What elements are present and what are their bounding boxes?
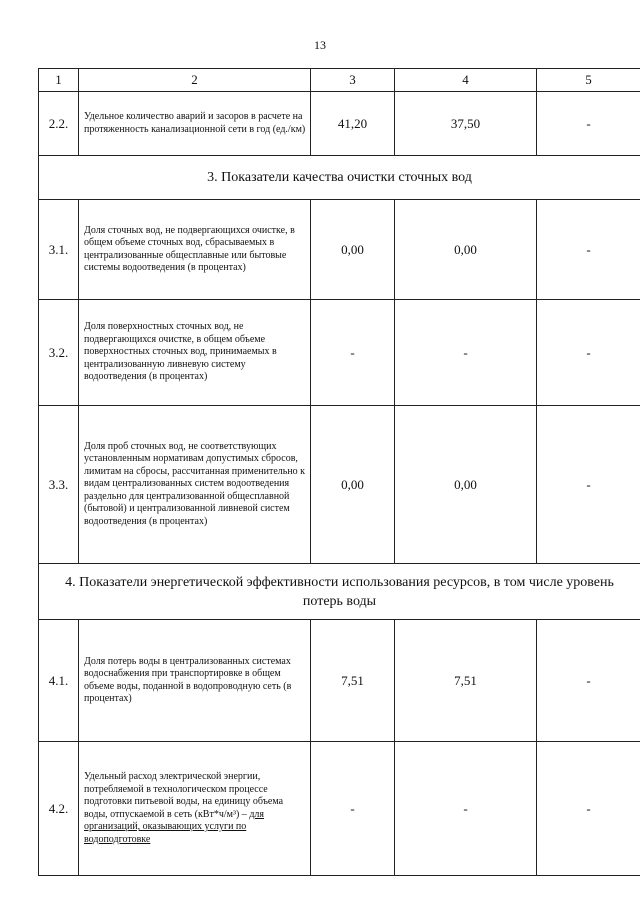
row-description: Доля проб сточных вод, не соответствующих установленным нормативам допустимых сбросов, лимитам на сбросы, рассчитанная применительно к видам централизованных систем водоотведения раздельно для централизованной общесплавной (бытовой) и централизованной ливневой систем водоотведения (в процентах) <box>79 406 311 564</box>
column-header: 3 <box>311 69 395 92</box>
section-row <box>39 156 640 200</box>
indicators-table <box>38 68 640 876</box>
page-number: 13 <box>314 38 326 52</box>
value-col5: - <box>537 200 640 300</box>
table-row <box>39 300 640 406</box>
table-row <box>39 620 640 742</box>
value-col4: 0,00 <box>395 406 537 564</box>
row-number: 3.1. <box>39 200 79 300</box>
row-number: 4.1. <box>39 620 79 742</box>
table-row <box>39 406 640 564</box>
section-title: 4. Показатели энергетической эффективности использования ресурсов, в том числе уровень потерь воды <box>39 564 640 620</box>
table-row <box>39 92 640 156</box>
header-row <box>39 69 640 92</box>
value-col4: - <box>395 742 537 876</box>
value-col5: - <box>537 300 640 406</box>
row-number: 3.3. <box>39 406 79 564</box>
value-col4: 7,51 <box>395 620 537 742</box>
table-row <box>39 742 640 876</box>
column-header: 2 <box>79 69 311 92</box>
row-description: Доля потерь воды в централизованных системах водоснабжения при транспортировке в общем объеме воды, поданной в водопроводную сеть (в процентах) <box>79 620 311 742</box>
value-col3: 41,20 <box>311 92 395 156</box>
value-col3: 7,51 <box>311 620 395 742</box>
description-underlined-text: для организаций, оказывающих услуги по водоподготовке <box>84 808 264 845</box>
table-row <box>39 200 640 300</box>
value-col3: - <box>311 300 395 406</box>
value-col5: - <box>537 92 640 156</box>
description-text: Удельный расход электрической энергии, потребляемой в технологическом процессе подготовки питьевой воды, на единицу объема воды, отпускаемой в сеть (кВт*ч/м³) – <box>84 771 284 820</box>
row-number: 4.2. <box>39 742 79 876</box>
value-col3: 0,00 <box>311 200 395 300</box>
section-title: 3. Показатели качества очистки сточных вод <box>39 156 640 200</box>
section-row <box>39 564 640 620</box>
value-col5: - <box>537 406 640 564</box>
row-description: Доля поверхностных сточных вод, не подвергающихся очистке, в общем объеме поверхностных сточных вод, принимаемых в централизованную ливневую систему водоотведения (в процентах) <box>79 300 311 406</box>
row-description: Удельное количество аварий и засоров в расчете на протяженность канализационной сети в год (ед./км) <box>79 92 311 156</box>
row-description <box>79 742 311 876</box>
column-header: 1 <box>39 69 79 92</box>
row-number: 2.2. <box>39 92 79 156</box>
column-header: 4 <box>395 69 537 92</box>
value-col5: - <box>537 620 640 742</box>
value-col3: - <box>311 742 395 876</box>
row-number: 3.2. <box>39 300 79 406</box>
value-col4: 37,50 <box>395 92 537 156</box>
value-col4: - <box>395 300 537 406</box>
value-col3: 0,00 <box>311 406 395 564</box>
value-col5: - <box>537 742 640 876</box>
value-col4: 0,00 <box>395 200 537 300</box>
column-header: 5 <box>537 69 640 92</box>
row-description: Доля сточных вод, не подвергающихся очистке, в общем объеме сточных вод, сбрасываемых в централизованные общесплавные или бытовые системы водоотведения (в процентах) <box>79 200 311 300</box>
